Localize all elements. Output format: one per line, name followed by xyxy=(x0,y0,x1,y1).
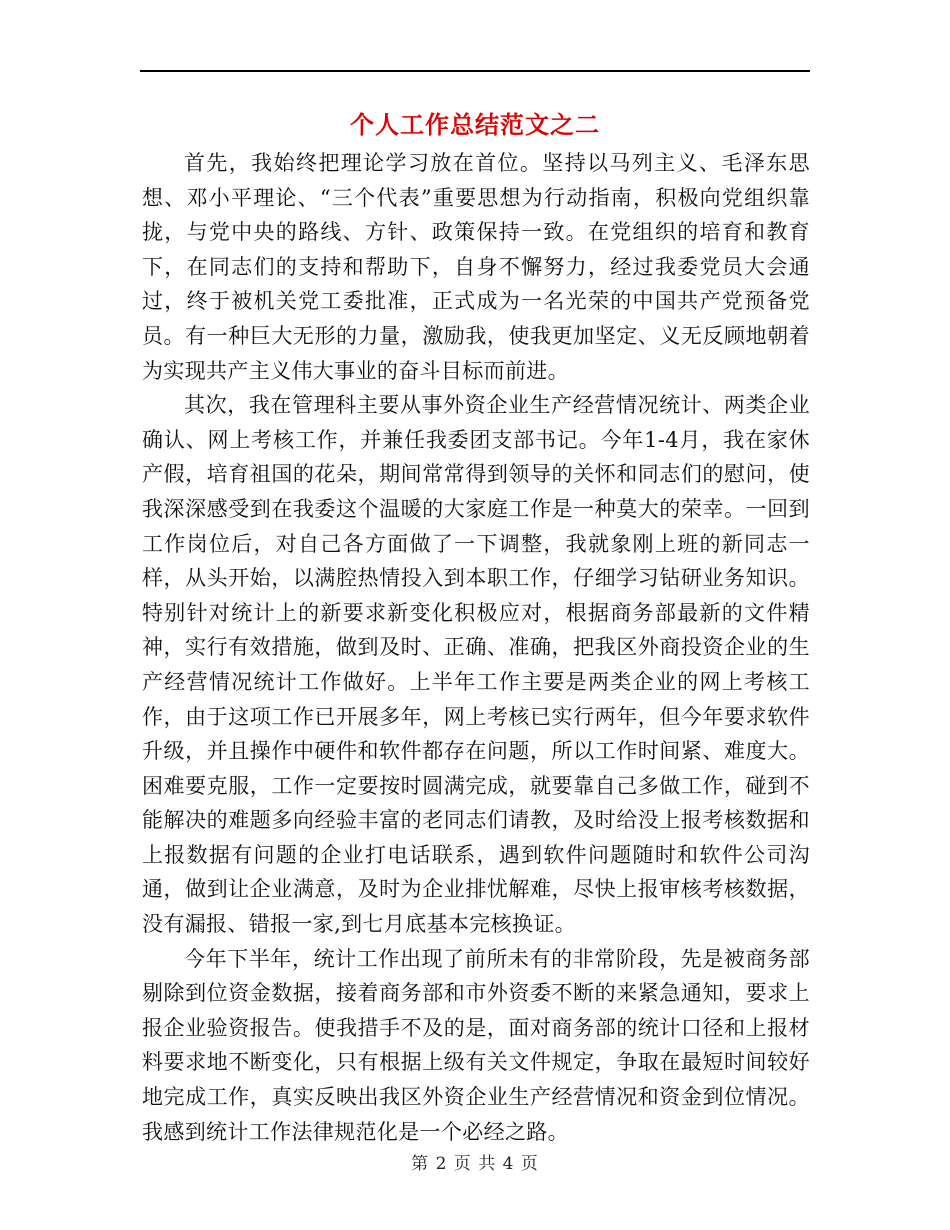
paragraph-2: 其次，我在管理科主要从事外资企业生产经营情况统计、两类企业确认、网上考核工作，并兼任我委团支部书记。今年1-4月，我在家休产假，培育祖国的花朵，期间常常得到领导的关怀和同志们的慰问，使我深深感受到在我委这个温暖的大家庭工作是一种莫大的荣幸。一回到工作岗位后，对自己各方面做了一下调整，我就象刚上班的新同志一样，从头开始，以满腔热情投入到本职工作，仔细学习钻研业务知识。特别针对统计上的新要求新变化积极应对，根据商务部最新的文件精神，实行有效措施，做到及时、正确、准确，把我区外商投资企业的生产经营情况统计工作做好。上半年工作主要是两类企业的网上考核工作，由于这项工作已开展多年，网上考核已实行两年，但今年要求软件升级，并且操作中硬件和软件都存在问题，所以工作时间紧、难度大。困难要克服，工作一定要按时圆满完成，就要靠自己多做工作，碰到不能解决的难题多向经验丰富的老同志们请教，及时给没上报考核数据和上报数据有问题的企业打电话联系，遇到软件问题随时和软件公司沟通，做到让企业满意，及时为企业排忧解难，尽快上报审核考核数据，没有漏报、错报一家,到七月底基本完核换证。 xyxy=(142,393,810,937)
page-number: 第 2 页 共 4 页 xyxy=(411,1154,539,1174)
paragraph-1: 首先，我始终把理论学习放在首位。坚持以马列主义、毛泽东思想、邓小平理论、“三个代表”重要思想为行动指南，积极向党组织靠拢，与党中央的路线、方针、政策保持一致。在党组织的培育和教育下，在同志们的支持和帮助下，自身不懈努力，经过我委党员大会通过，终于被机关党工委批准，正式成为一名光荣的中国共产党预备党员。有一种巨大无形的力量，激励我，使我更加坚定、义无反顾地朝着为实现共产主义伟大事业的奋斗目标而前进。 xyxy=(142,151,810,383)
paragraph-3: 今年下半年，统计工作出现了前所未有的非常阶段，先是被商务部剔除到位资金数据，接着商务部和市外资委不断的来紧急通知，要求上报企业验资报告。使我措手不及的是，面对商务部的统计口径和上报材料要求地不断变化，只有根据上级有关文件规定，争取在最短时间较好地完成工作，真实反映出我区外资企业生产经营情况和资金到位情况。我感到统计工作法律规范化是一个必经之路。 xyxy=(142,946,810,1144)
document-body xyxy=(142,146,810,1149)
document-title: 个人工作总结范文之二 xyxy=(350,110,600,139)
header-rule xyxy=(140,70,810,72)
